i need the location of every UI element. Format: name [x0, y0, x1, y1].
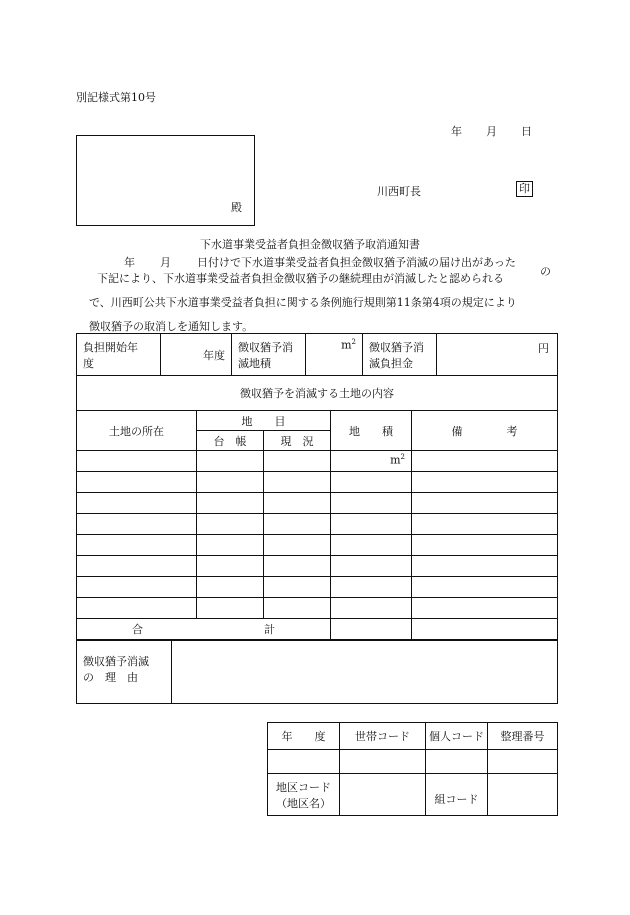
form-number: 別記様式第10号	[76, 91, 156, 104]
date-month-label: 月	[486, 125, 497, 138]
reference-no-header: 整理番号	[488, 723, 558, 750]
ledger-cell[interactable]	[197, 451, 264, 472]
seal-label: 印	[516, 181, 533, 197]
document-title: 下水道事業受益者負担金徴収猶予取消通知書	[200, 238, 420, 251]
household-code-field[interactable]	[340, 750, 426, 774]
cancelled-amount-field[interactable]: 円	[437, 334, 558, 376]
area-cell[interactable]	[331, 493, 412, 514]
location-cell[interactable]	[77, 535, 197, 556]
current-cell[interactable]	[264, 577, 331, 598]
personal-code-header: 個人コード	[426, 723, 488, 750]
cancelled-area-label: 徴収猶予消 滅地積	[232, 334, 306, 376]
notes-cell[interactable]	[412, 535, 558, 556]
location-cell[interactable]	[77, 514, 197, 535]
current-cell[interactable]	[264, 535, 331, 556]
notes-cell[interactable]	[412, 598, 558, 619]
body-year: 年	[124, 256, 135, 269]
table-row	[77, 598, 558, 619]
location-cell[interactable]	[77, 451, 197, 472]
total-notes-cell[interactable]	[412, 619, 558, 640]
area-cell[interactable]	[331, 556, 412, 577]
table-row	[77, 514, 558, 535]
land-table	[76, 375, 558, 640]
admin-table	[267, 722, 558, 816]
date-day-label: 日	[521, 125, 532, 138]
summary-table	[76, 333, 558, 376]
table-row	[77, 451, 558, 472]
area-cell[interactable]	[331, 535, 412, 556]
ledger-cell[interactable]	[197, 556, 264, 577]
current-cell[interactable]	[264, 556, 331, 577]
seal-mark	[516, 181, 533, 197]
notes-cell[interactable]	[412, 577, 558, 598]
body-line-4: 徴収猶予の取消しを通知します。	[89, 320, 254, 333]
notes-cell[interactable]	[412, 556, 558, 577]
table-row	[77, 556, 558, 577]
area-cell[interactable]	[331, 577, 412, 598]
current-cell[interactable]	[264, 472, 331, 493]
col-area-header: 地 積	[331, 411, 412, 451]
body-line-3: で、川西町公共下水道事業受益者負担に関する条例施行規則第11条第4項の規定により	[89, 296, 517, 309]
area-cell[interactable]: $m^2$	[331, 451, 412, 472]
cancelled-amount-label: 徴収猶予消 滅負担金	[363, 334, 437, 376]
col-current-header: 現 況	[264, 431, 331, 451]
reason-field[interactable]	[172, 641, 558, 704]
group-code-label: 組コード	[426, 774, 488, 816]
location-cell[interactable]	[77, 598, 197, 619]
table-row	[77, 535, 558, 556]
mayor-label: 川西町長	[377, 185, 421, 198]
reference-no-field[interactable]	[488, 750, 558, 774]
total-row	[77, 619, 558, 640]
body-line-1: 日付けで下水道事業受益者負担金徴収猶予消滅の届け出があった	[197, 256, 516, 269]
ledger-cell[interactable]	[197, 598, 264, 619]
land-section-title: 徴収猶予を消滅する土地の内容	[77, 376, 558, 411]
group-code-field[interactable]	[488, 774, 558, 816]
addressee-box[interactable]	[76, 135, 255, 226]
honorific-label: 殿	[231, 201, 242, 214]
col-notes-header: 備 考	[412, 411, 558, 451]
ledger-cell[interactable]	[197, 472, 264, 493]
start-year-field[interactable]: 年度	[161, 334, 232, 376]
col-location-header: 土地の所在	[77, 411, 197, 451]
location-cell[interactable]	[77, 577, 197, 598]
body-line-2: 下記により、下水道事業受益者負担金徴収猶予の継続理由が消滅したと認められる	[97, 272, 504, 285]
table-row	[77, 493, 558, 514]
reason-table	[76, 640, 558, 704]
location-cell[interactable]	[77, 556, 197, 577]
personal-code-field[interactable]	[426, 750, 488, 774]
ledger-cell[interactable]	[197, 493, 264, 514]
area-cell[interactable]	[331, 598, 412, 619]
cancelled-area-field[interactable]: $m^2$	[306, 334, 363, 376]
location-cell[interactable]	[77, 493, 197, 514]
start-year-label: 負担開始年 度	[77, 334, 161, 376]
household-code-header: 世帯コード	[340, 723, 426, 750]
current-cell[interactable]	[264, 598, 331, 619]
location-cell[interactable]	[77, 472, 197, 493]
admin-year-header: 年 度	[268, 723, 340, 750]
total-area-cell[interactable]	[331, 619, 412, 640]
ledger-cell[interactable]	[197, 535, 264, 556]
area-cell[interactable]	[331, 514, 412, 535]
body-line-1-tail: の	[540, 265, 551, 278]
notes-cell[interactable]	[412, 493, 558, 514]
body-month: 月	[160, 256, 171, 269]
date-year-label: 年	[451, 125, 462, 138]
current-cell[interactable]	[264, 451, 331, 472]
ledger-cell[interactable]	[197, 514, 264, 535]
reason-label: 徴収猶予消滅 の 理 由	[77, 641, 172, 704]
notes-cell[interactable]	[412, 472, 558, 493]
total-label: 合 計	[77, 619, 331, 640]
current-cell[interactable]	[264, 493, 331, 514]
table-row	[77, 472, 558, 493]
table-row	[77, 577, 558, 598]
district-code-field[interactable]	[340, 774, 426, 816]
notes-cell[interactable]	[412, 514, 558, 535]
area-cell[interactable]	[331, 472, 412, 493]
notes-cell[interactable]	[412, 451, 558, 472]
admin-year-field[interactable]	[268, 750, 340, 774]
col-category-header: 地 目	[197, 411, 331, 431]
current-cell[interactable]	[264, 514, 331, 535]
ledger-cell[interactable]	[197, 577, 264, 598]
col-ledger-header: 台 帳	[197, 431, 264, 451]
district-code-label: 地区コード （地区名）	[268, 774, 340, 816]
